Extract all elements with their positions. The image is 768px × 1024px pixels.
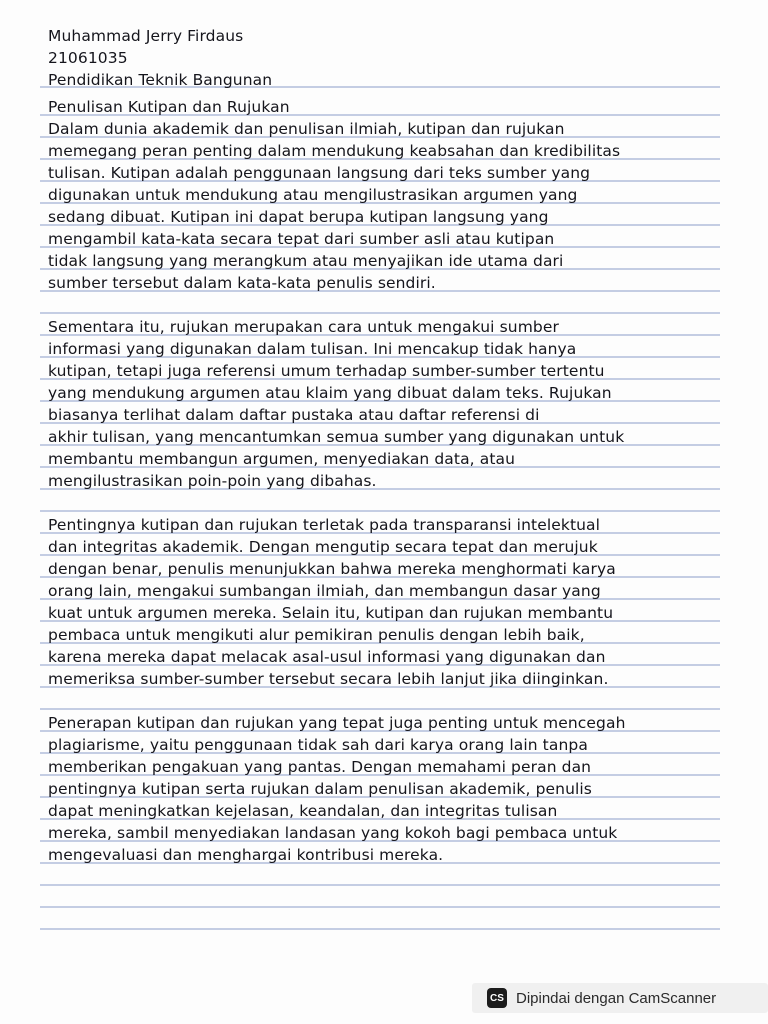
text-line: yang mendukung argumen atau klaim yang dibuat dalam teks. Rujukan: [48, 384, 612, 402]
camscanner-badge: [472, 983, 768, 1013]
ruled-line: [40, 928, 720, 930]
camscanner-label: Dipindai dengan CamScanner: [516, 989, 717, 1007]
text-line: digunakan untuk mendukung atau mengilustrasikan argumen yang: [48, 186, 578, 204]
ruled-line: [40, 510, 720, 512]
text-line: karena mereka dapat melacak asal-usul informasi yang digunakan dan: [48, 648, 606, 666]
text-line: tidak langsung yang merangkum atau menyajikan ide utama dari: [48, 252, 564, 270]
text-line: akhir tulisan, yang mencantumkan semua sumber yang digunakan untuk: [48, 428, 625, 446]
text-line: Sementara itu, rujukan merupakan cara untuk mengakui sumber: [48, 318, 559, 336]
text-line: biasanya terlihat dalam daftar pustaka atau daftar referensi di: [48, 406, 540, 424]
camscanner-logo-icon: CS: [487, 988, 507, 1008]
text-line: mereka, sambil menyediakan landasan yang kokoh bagi pembaca untuk: [48, 824, 618, 842]
ruled-line: [40, 708, 720, 710]
text-line: kuat untuk argumen mereka. Selain itu, kutipan dan rujukan membantu: [48, 604, 614, 622]
text-line: mengilustrasikan poin-poin yang dibahas.: [48, 472, 377, 490]
essay-title: Penulisan Kutipan dan Rujukan: [48, 98, 290, 116]
ruled-line: [40, 312, 720, 314]
ruled-line: [40, 906, 720, 908]
ruled-line: [40, 884, 720, 886]
text-line: orang lain, mengakui sumbangan ilmiah, dan membangun dasar yang: [48, 582, 601, 600]
text-line: informasi yang digunakan dalam tulisan. Ini mencakup tidak hanya: [48, 340, 577, 358]
text-line: sedang dibuat. Kutipan ini dapat berupa kutipan langsung yang: [48, 208, 549, 226]
text-line: pentingnya kutipan serta rujukan dalam penulisan akademik, penulis: [48, 780, 592, 798]
text-line: mengambil kata-kata secara tepat dari sumber asli atau kutipan: [48, 230, 555, 248]
text-line: Pentingnya kutipan dan rujukan terletak pada transparansi intelektual: [48, 516, 601, 534]
text-line: membantu membangun argumen, menyediakan data, atau: [48, 450, 516, 468]
text-line: sumber tersebut dalam kata-kata penulis sendiri.: [48, 274, 436, 292]
text-line: Dalam dunia akademik dan penulisan ilmiah, kutipan dan rujukan: [48, 120, 565, 138]
text-line: dengan benar, penulis menunjukkan bahwa mereka menghormati karya: [48, 560, 616, 578]
text-line: dan integritas akademik. Dengan mengutip secara tepat dan merujuk: [48, 538, 598, 556]
text-line: memegang peran penting dalam mendukung keabsahan dan kredibilitas: [48, 142, 621, 160]
text-line: memberikan pengakuan yang pantas. Dengan memahami peran dan: [48, 758, 592, 776]
text-line: dapat meningkatkan kejelasan, keandalan, dan integritas tulisan: [48, 802, 558, 820]
study-program: Pendidikan Teknik Bangunan: [48, 71, 273, 89]
author-name: Muhammad Jerry Firdaus: [48, 27, 244, 45]
text-line: tulisan. Kutipan adalah penggunaan langsung dari teks sumber yang: [48, 164, 591, 182]
text-line: mengevaluasi dan menghargai kontribusi mereka.: [48, 846, 444, 864]
text-line: Penerapan kutipan dan rujukan yang tepat juga penting untuk mencegah: [48, 714, 626, 732]
text-line: memeriksa sumber-sumber tersebut secara lebih lanjut jika diinginkan.: [48, 670, 609, 688]
student-id: 21061035: [48, 49, 128, 67]
text-line: pembaca untuk mengikuti alur pemikiran penulis dengan lebih baik,: [48, 626, 585, 644]
text-line: kutipan, tetapi juga referensi umum terhadap sumber-sumber tertentu: [48, 362, 605, 380]
text-line: plagiarisme, yaitu penggunaan tidak sah dari karya orang lain tanpa: [48, 736, 588, 754]
